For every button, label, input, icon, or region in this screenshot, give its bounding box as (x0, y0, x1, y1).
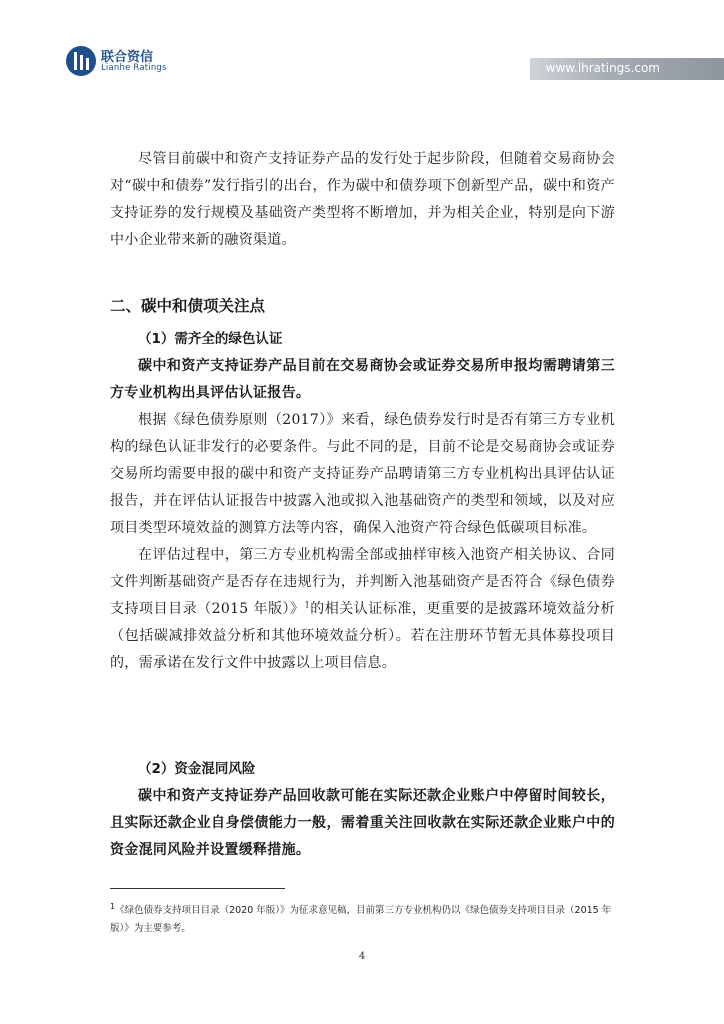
para2-text-a: 在评估过程中，第三方专业机构需全部或抽样审核入池资产相关协议、合同文件判断基础资产是否存在违规行为，并判断入池基础资产是否符合《绿色债券支持项目目录（2015 年版）》 (110, 547, 615, 617)
footnote-mark: 1 (110, 901, 116, 911)
footnote-text: 《绿色债券支持项目目录（2020 年版）》为征求意见稿，目前第三方专业机构仍以《绿色债券支持项目目录（2015 年版）》为主要参考。 (110, 905, 612, 934)
subsection-1-title: （1）需齐全的绿色认证 (138, 331, 283, 347)
subsection-green-certification (110, 326, 615, 677)
subsection-1-bold-paragraph: 碳中和资产支持证券产品目前在交易商协会或证券交易所申报均需聘请第三方专业机构出具评估认证报告。 (110, 358, 615, 401)
lianhe-logo-icon (66, 46, 96, 76)
subsection-2-bold-paragraph: 碳中和资产支持证券产品回收款可能在实际还款企业账户中停留时间较长，且实际还款企业自身偿债能力一般，需着重关注回收款在实际还款企业账户中的资金混同风险并设置缓释措施。 (110, 788, 615, 858)
subsection-1-paragraph-2 (110, 542, 615, 677)
footnote-divider (110, 888, 285, 889)
para2-text-b: 的相关认证标准，更重要的是披露环境效益分析（包括碳减排效益分析和其他环境效益分析）。若在注册环节暂无具体募投项目的，需承诺在发行文件中披露以上项目信息。 (110, 601, 615, 671)
lianhe-logo (66, 44, 176, 84)
intro-paragraph: 尽管目前碳中和资产支持证券产品的发行处于起步阶段，但随着交易商协会对“碳中和债券”发行指引的出台，作为碳中和债券项下创新型产品，碳中和资产支持证券的发行规模及基础资产类型将不断增加，并为相关企业，特别是向下游中小企业带来新的融资渠道。 (110, 151, 615, 248)
subsection-2-title: （2）资金混同风险 (138, 761, 256, 777)
website-url[interactable]: www.lhratings.com (545, 61, 660, 75)
subsection-1-paragraph-1: 根据《绿色债券原则（2017）》来看，绿色债券发行时是否有第三方专业机构的绿色认证非发行的必要条件。与此不同的是，目前不论是交易商协会或证券交易所均需要申报的碳中和资产支持证券产品聘请第三方专业机构出具评估认证报告，并在评估认证报告中披露入池或拟入池基础资产的类型和领域，以及对应项目类型环境效益的测算方法等内容，确保入池资产符合绿色低碳项目标准。 (110, 412, 615, 536)
page-number: 4 (358, 951, 366, 962)
footnote (110, 902, 615, 938)
logo-chinese-name: 联合资信 (101, 50, 154, 65)
logo-english-name: Lianhe Ratings (101, 63, 167, 73)
section-title: 二、碳中和债项关注点 (110, 297, 266, 315)
website-banner (530, 58, 724, 80)
footnote-reference[interactable]: 1 (304, 600, 310, 610)
intro-section (110, 146, 615, 254)
subsection-fund-mixing-risk (110, 756, 615, 864)
